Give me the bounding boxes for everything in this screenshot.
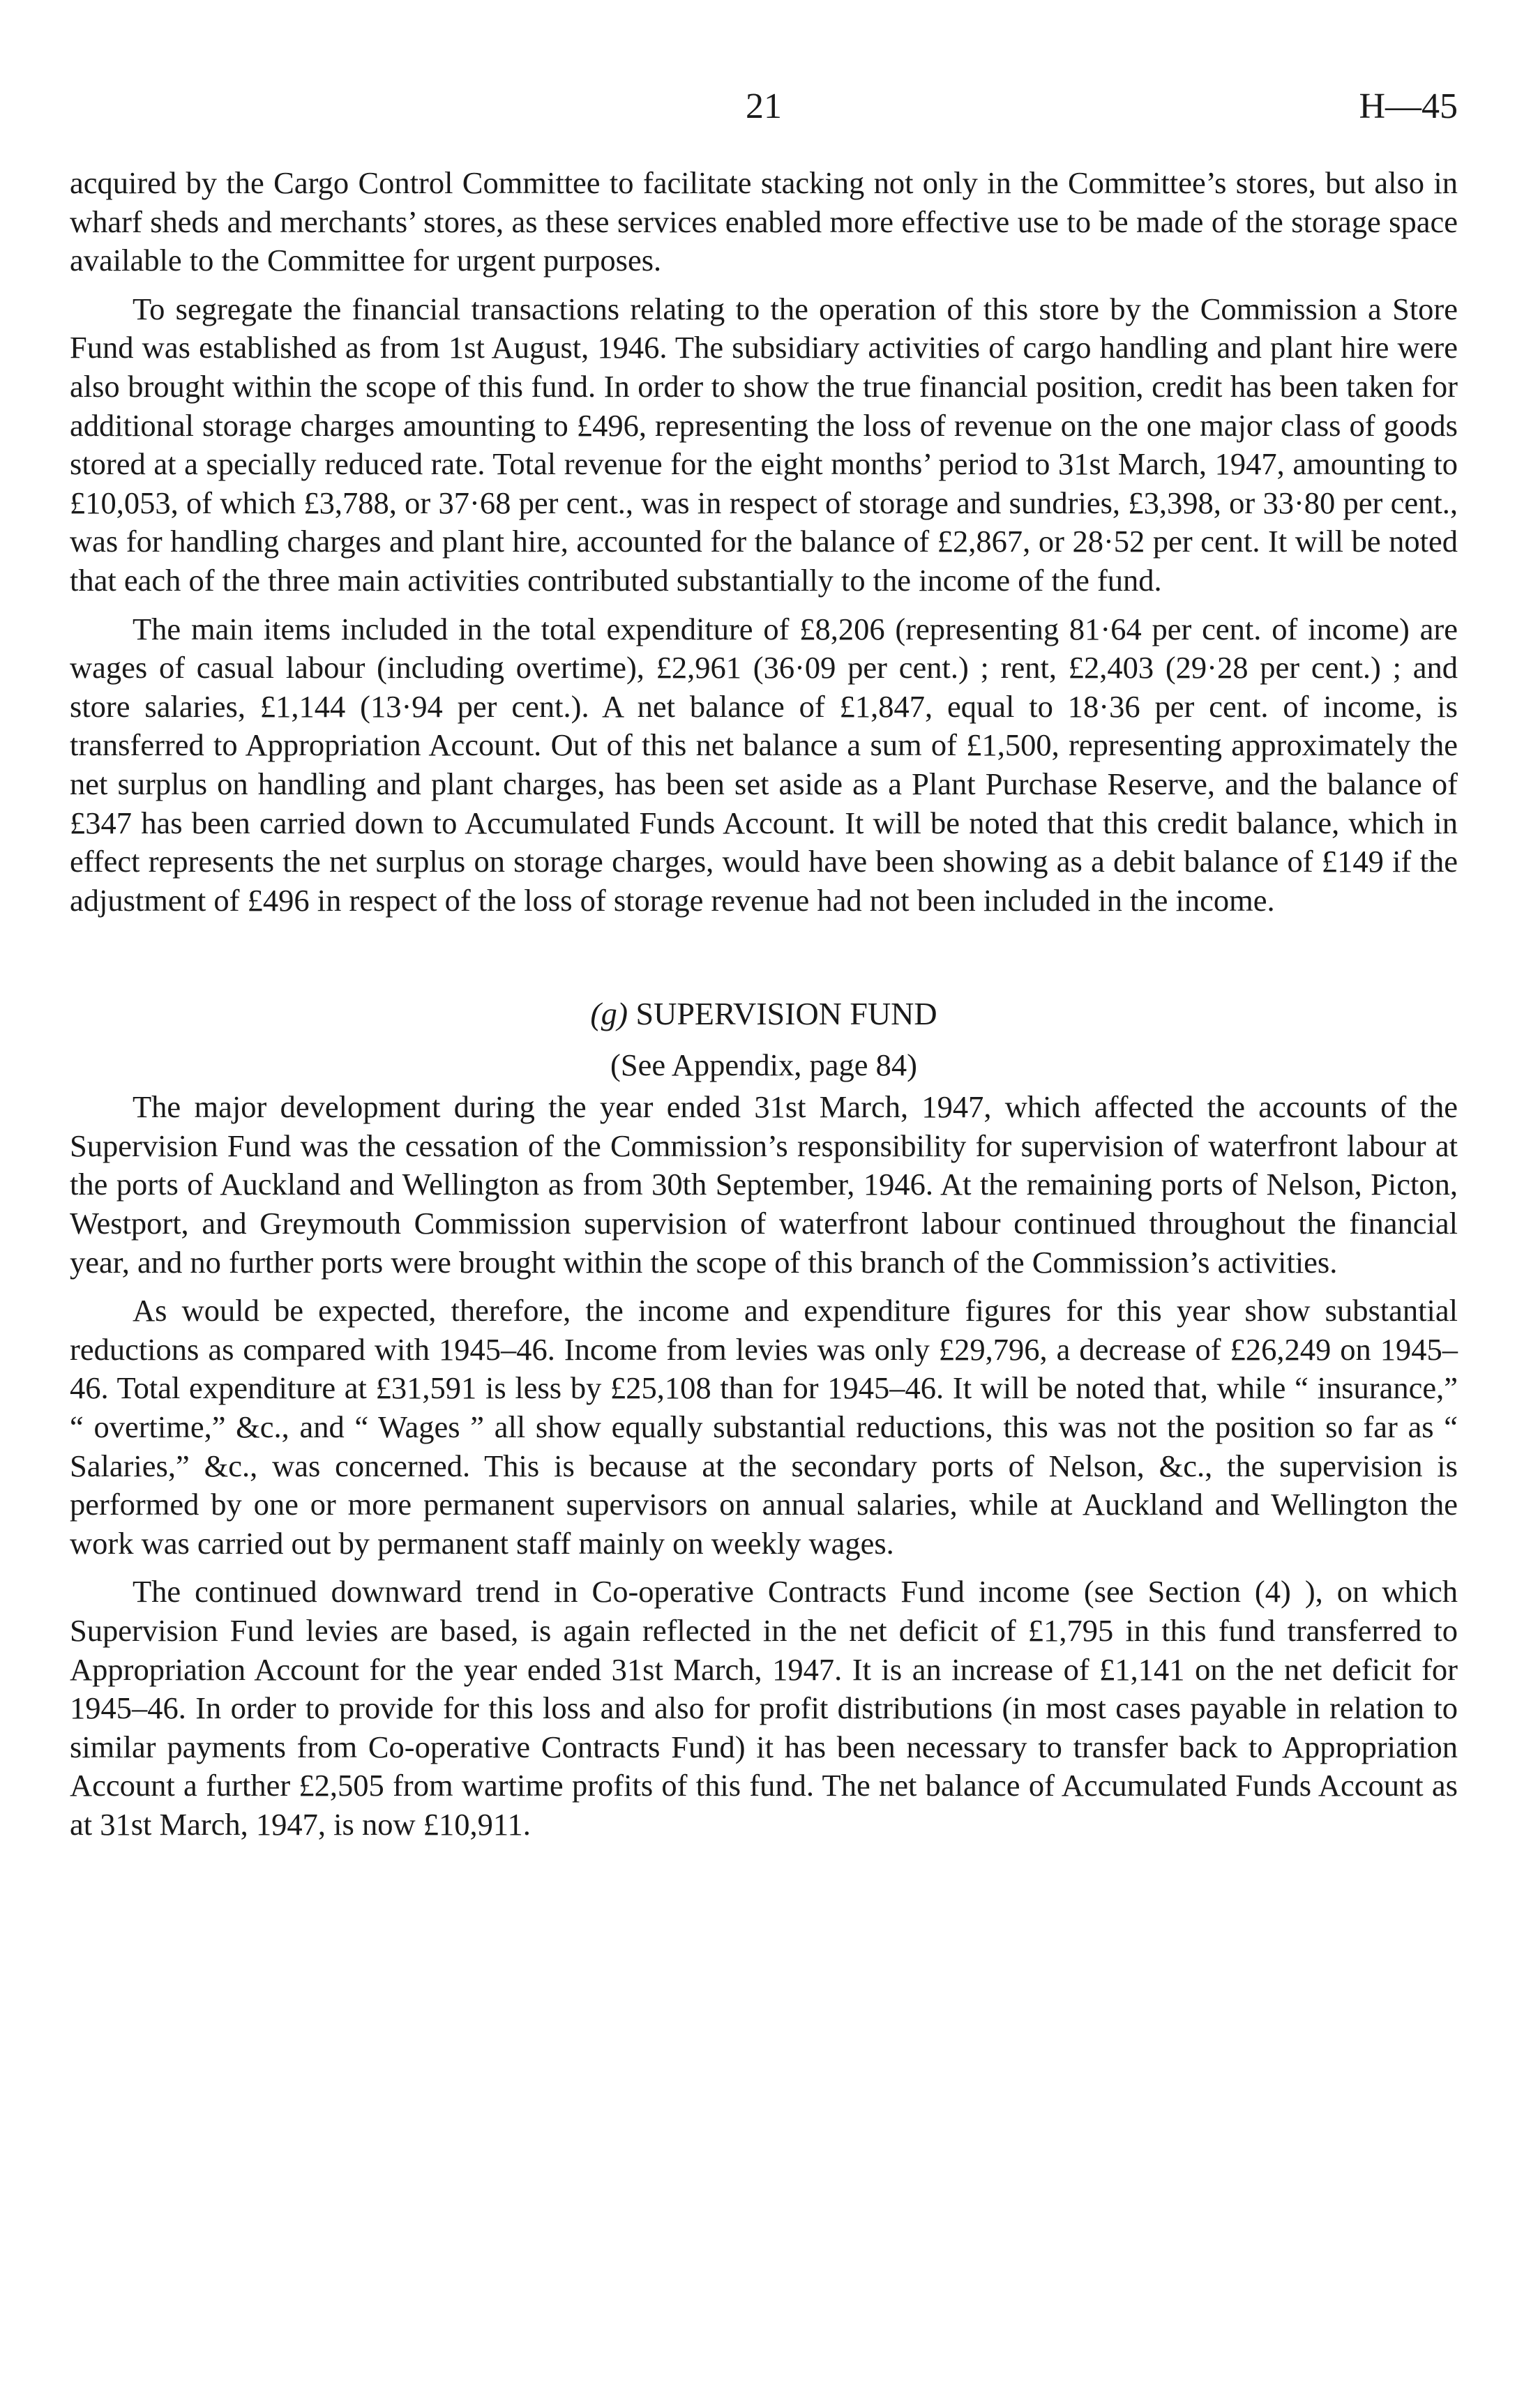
paragraph-net-deficit: The continued downward trend in Co-operative Contracts Fund income (see Section (4) ), on which Supervision Fund levies are based, is again reflected in the net deficit of £1,795 in this fund transferred to Appropriation Account for the year ended 31st March, 1947. It is an increase of £1,141 on the net deficit for 1945–46. In order to provide for this loss and also for profit distributions (in most cases payable in relation to similar payments from Co-operative Contracts Fund) it has been necessary to transfer back to Appropriation Account a further £2,505 from wartime profits of this fund. The net balance of Accumulated Funds Account as at 31st March, 1947, is now £10,911. — [70, 1574, 1458, 1842]
section-title: SUPERVISION FUND — [635, 996, 937, 1032]
body-text — [70, 164, 1458, 1854]
page-number: 21 — [746, 86, 782, 126]
page-header — [70, 82, 1458, 138]
paragraph-store-fund: To segregate the financial transactions relating to the operation of this store by the Commission a Store Fund was established as from 1st August, 1946. The subsidiary activities of cargo handling and plant hire were also brought within the scope of this fund. In order to show the true financial position, credit has been taken for additional storage charges amounting to £496, representing the loss of revenue on the one major class of goods stored at a specially reduced rate. Total revenue for the eight months’ period to 31st March, 1947, amounting to £10,053, of which £3,788, or 37·68 per cent., was in respect of storage and sundries, £3,398, or 33·80 per cent., was for handling charges and plant hire, accounted for the balance of £2,867, or 28·52 per cent. It will be noted that each of the three main activities contributed substantially to the income of the fund. — [70, 291, 1458, 598]
section-letter: (g) — [590, 996, 628, 1032]
paragraph-income-reductions: As would be expected, therefore, the income and expenditure figures for this year show substantial reductions as compared with 1945–46. Income from levies was only £29,796, a decrease of £26,249 on 1945–46. Total expenditure at £31,591 is less by £25,108 than for 1945–46. It will be noted that, while “ insurance,” “ overtime,” &c., and “ Wages ” all show equally substantial reductions, this was not the position so far as “ Salaries,” &c., was concerned. This is because at the secondary ports of Nelson, &c., the supervision is performed by one or more permanent supervisors on annual salaries, while at Auckland and Wellington the work was carried out by permanent staff mainly on weekly wages. — [70, 1293, 1458, 1561]
paragraph-major-development: The major development during the year ended 31st March, 1947, which affected the accounts of the Supervision Fund was the cessation of the Commission’s responsibility for supervision of waterfront labour at the ports of Auckland and Wellington as from 30th September, 1946. At the remaining ports of Nelson, Picton, Westport, and Greymouth Commission supervision of waterfront labour continued throughout the financial year, and no further ports were brought within the scope of this branch of the Commission’s activities. — [70, 1089, 1458, 1280]
section-heading — [70, 993, 1458, 1035]
paragraph-continuation: acquired by the Cargo Control Committee to facilitate stacking not only in the Committee’s stores, but also in wharf sheds and merchants’ stores, as these services enabled more effective use to be made of the storage space available to the Committee for urgent purposes. — [70, 165, 1458, 278]
section-subheading: (See Appendix, page 84) — [610, 1047, 917, 1083]
document-reference: H—45 — [1359, 86, 1458, 126]
paragraph-expenditure: The main items included in the total expenditure of £8,206 (representing 81·64 per cent. of income) are wages of casual labour (including overtime), £2,961 (36·09 per cent.) ; rent, £2,403 (29·28 per cent.) ; and store salaries, £1,144 (13·94 per cent.). A net balance of £1,847, equal to 18·36 per cent. of income, is transferred to Appropriation Account. Out of this net balance a sum of £1,500, representing approximately the net surplus on handling and plant charges, has been set aside as a Plant Purchase Reserve, and the balance of £347 has been carried down to Accumulated Funds Account. It will be noted that this credit balance, which in effect represents the net surplus on storage charges, would have been showing as a debit balance of £149 if the adjustment of £496 in respect of the loss of storage revenue had not been included in the income. — [70, 611, 1458, 918]
